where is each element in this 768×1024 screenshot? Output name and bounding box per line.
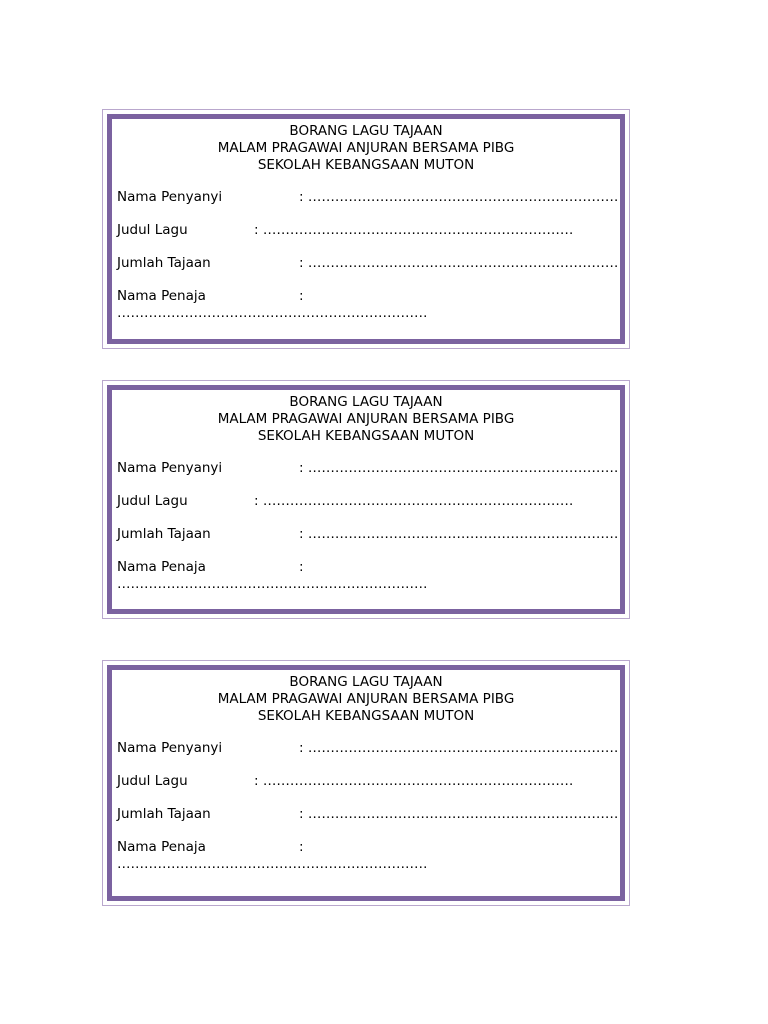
song-title-label: Judul Lagu: [117, 773, 188, 789]
sponsor-name-label: Nama Penaja: [117, 288, 206, 304]
sponsorship-amount-label: Jumlah Tajaan: [117, 255, 211, 271]
form-title: BORANG LAGU TAJAAN: [289, 394, 443, 410]
form-frame: [107, 114, 625, 344]
sponsor-name-label: Nama Penaja: [117, 559, 206, 575]
form-title: BORANG LAGU TAJAAN: [289, 123, 443, 139]
sponsorship-form-3: [102, 660, 630, 906]
sponsor-name-field[interactable]: ……………………………………………………………: [117, 305, 428, 321]
singer-name-field[interactable]: : ……………………………………………………………: [299, 740, 619, 756]
singer-name-label: Nama Penyanyi: [117, 460, 223, 476]
form-frame: [107, 385, 625, 614]
sponsor-name-colon: :: [299, 288, 304, 304]
sponsor-name-field[interactable]: ……………………………………………………………: [117, 856, 428, 872]
form-subtitle: MALAM PRAGAWAI ANJURAN BERSAMA PIBG: [217, 140, 515, 156]
singer-name-field[interactable]: : ……………………………………………………………: [299, 189, 619, 205]
song-title-label: Judul Lagu: [117, 493, 188, 509]
song-title-field[interactable]: : ……………………………………………………………: [254, 773, 574, 789]
song-title-label: Judul Lagu: [117, 222, 188, 238]
sponsorship-form-1: [102, 109, 630, 349]
sponsor-name-field[interactable]: ……………………………………………………………: [117, 576, 428, 592]
sponsor-name-colon: :: [299, 839, 304, 855]
singer-name-label: Nama Penyanyi: [117, 189, 223, 205]
form-title: BORANG LAGU TAJAAN: [289, 674, 443, 690]
form-subtitle: MALAM PRAGAWAI ANJURAN BERSAMA PIBG: [217, 411, 515, 427]
song-title-field[interactable]: : ……………………………………………………………: [254, 493, 574, 509]
form-frame: [107, 665, 625, 901]
school-name: SEKOLAH KEBANGSAAN MUTON: [257, 428, 475, 444]
sponsorship-amount-label: Jumlah Tajaan: [117, 526, 211, 542]
sponsorship-form-2: [102, 380, 630, 619]
sponsorship-amount-field[interactable]: : ……………………………………………………………: [299, 806, 619, 822]
singer-name-label: Nama Penyanyi: [117, 740, 223, 756]
school-name: SEKOLAH KEBANGSAAN MUTON: [257, 157, 475, 173]
school-name: SEKOLAH KEBANGSAAN MUTON: [257, 708, 475, 724]
sponsorship-amount-field[interactable]: : ……………………………………………………………: [299, 526, 619, 542]
sponsor-name-colon: :: [299, 559, 304, 575]
song-title-field[interactable]: : ……………………………………………………………: [254, 222, 574, 238]
form-subtitle: MALAM PRAGAWAI ANJURAN BERSAMA PIBG: [217, 691, 515, 707]
singer-name-field[interactable]: : ……………………………………………………………: [299, 460, 619, 476]
sponsor-name-label: Nama Penaja: [117, 839, 206, 855]
sponsorship-amount-field[interactable]: : ……………………………………………………………: [299, 255, 619, 271]
sponsorship-amount-label: Jumlah Tajaan: [117, 806, 211, 822]
